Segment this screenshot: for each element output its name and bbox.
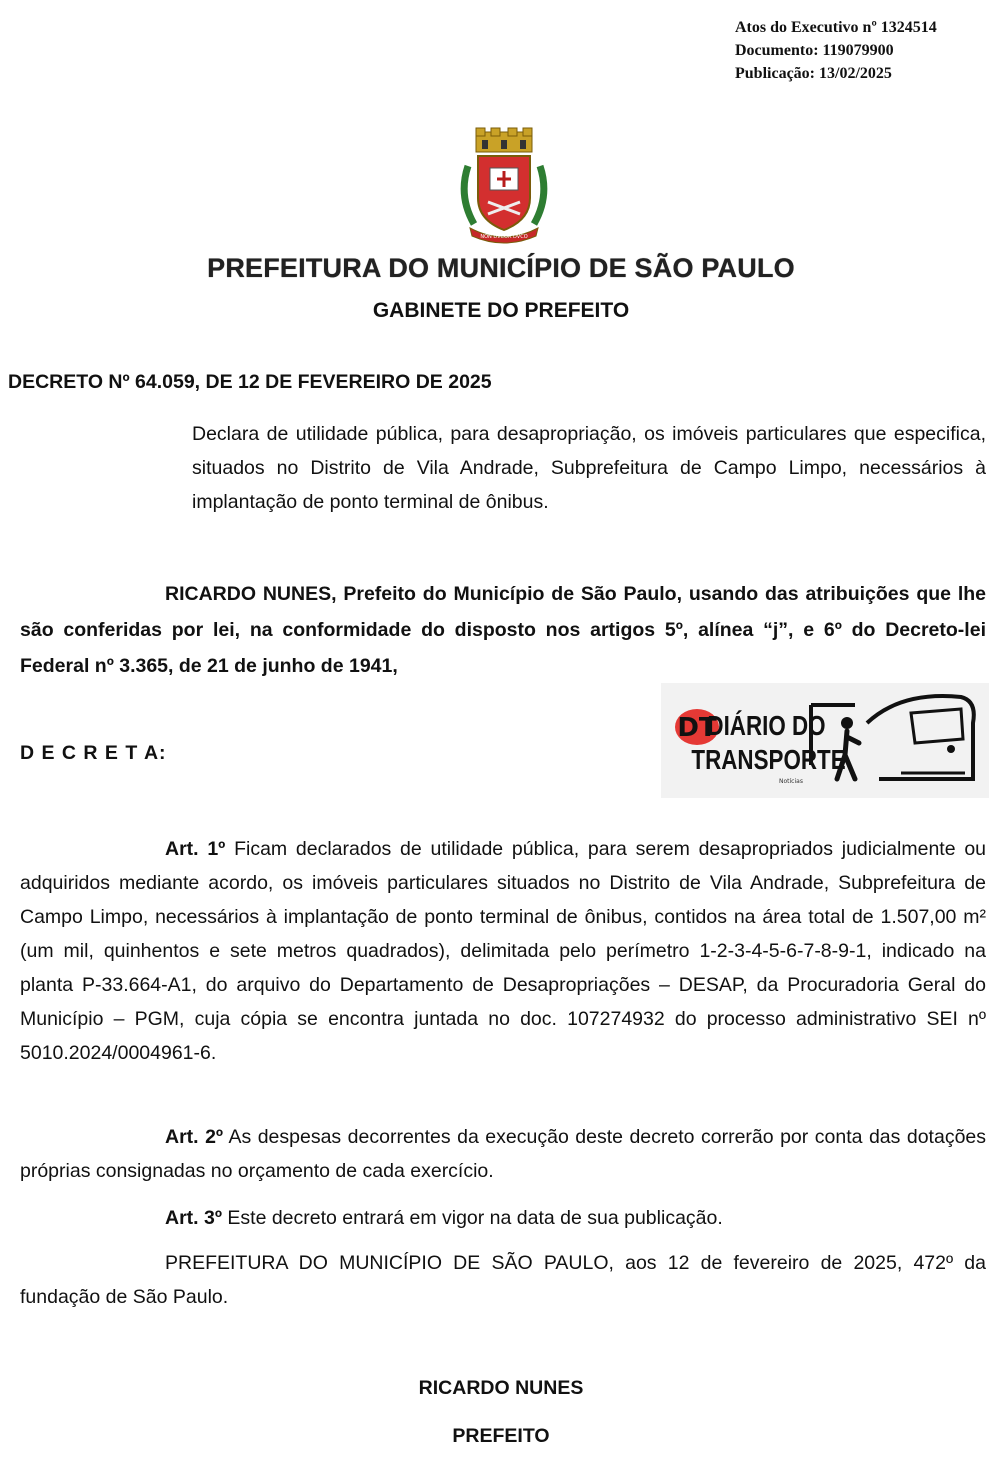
publication-metadata xyxy=(735,16,937,85)
cabinet-heading: GABINETE DO PREFEITO xyxy=(372,299,630,322)
article-3-text: Este decreto entrará em vigor na data de sua publicação. xyxy=(227,1207,723,1229)
watermark-line1: DIÁRIO DO xyxy=(707,710,826,742)
crest-motto: NON DVCOR DVCO xyxy=(480,234,528,240)
article-2-label: Art. 2º xyxy=(165,1126,224,1148)
preamble-text: RICARDO NUNES, Prefeito do Município de São Paulo, usando das atribuições que lhe são conferidas por lei, na conformidade do disposto nos artigos 5º, alínea “j”, e 6º do Decreto-lei Federal nº 3.365, de 21 de junho de 1941, xyxy=(20,583,986,677)
article-3 xyxy=(20,1201,986,1235)
document-number: Documento: 119079900 xyxy=(735,42,894,59)
article-2-text: As despesas decorrentes da execução deste decreto correrão por conta das dotações próprias consignadas no orçamento de cada exercício. xyxy=(20,1126,987,1182)
decree-summary: Declara de utilidade pública, para desapropriação, os imóveis particulares que especifica, situados no Distrito de Vila Andrade, Subprefeitura de Campo Limpo, necessários à implantação de ponto terminal de ônibus. xyxy=(192,423,986,513)
sao-paulo-coat-of-arms xyxy=(456,126,552,246)
article-2 xyxy=(20,1120,986,1188)
signer-role: PREFEITO xyxy=(452,1425,550,1447)
article-1-text: Ficam declarados de utilidade pública, para serem desapropriados judicialmente ou adquiridos mediante acordo, os imóveis particulares situados no Distrito de Vila Andrade, Subprefeitura de Campo Limpo, necessários à implantação de ponto terminal de ônibus, contidos na área total de 1.507,00 m² (um mil, quinhentos e sete metros quadrados), delimitada pelo perímetro 1-2-3-4-5-6-7-8-9-1, indicado na planta P-33.664-A1, do arquivo do Departamento de Desapropriações – DESAP, da Procuradoria Geral do Município – PGM, cuja cópia se encontra juntada no doc. 107274932 do processo administrativo SEI nº 5010.2024/0004961-6. xyxy=(20,838,987,1064)
acts-number: Atos do Executivo nº 1324514 xyxy=(735,19,937,36)
watermark-dt: DT xyxy=(677,713,717,743)
publication-date: Publicação: 13/02/2025 xyxy=(735,65,892,82)
article-1-label: Art. 1º xyxy=(165,838,226,860)
decree-title: DECRETO Nº 64.059, DE 12 DE FEVEREIRO DE 2025 xyxy=(8,371,492,393)
article-1 xyxy=(20,832,986,1070)
closing-paragraph xyxy=(20,1246,986,1314)
decree-preamble xyxy=(20,576,986,684)
closing-text: PREFEITURA DO MUNICÍPIO DE SÃO PAULO, aos 12 de fevereiro de 2025, 472º da fundação de São Paulo. xyxy=(20,1252,986,1308)
watermark-line2: TRANSPORTE xyxy=(691,744,846,776)
article-3-label: Art. 3º xyxy=(165,1207,222,1229)
decreta-heading: D E C R E T A: xyxy=(20,742,167,764)
organization-title: PREFEITURA DO MUNICÍPIO DE SÃO PAULO xyxy=(207,253,795,283)
watermark-tag: Notícias xyxy=(779,778,803,785)
diario-do-transporte-watermark xyxy=(661,683,989,798)
signer-name: RICARDO NUNES xyxy=(418,1377,584,1399)
